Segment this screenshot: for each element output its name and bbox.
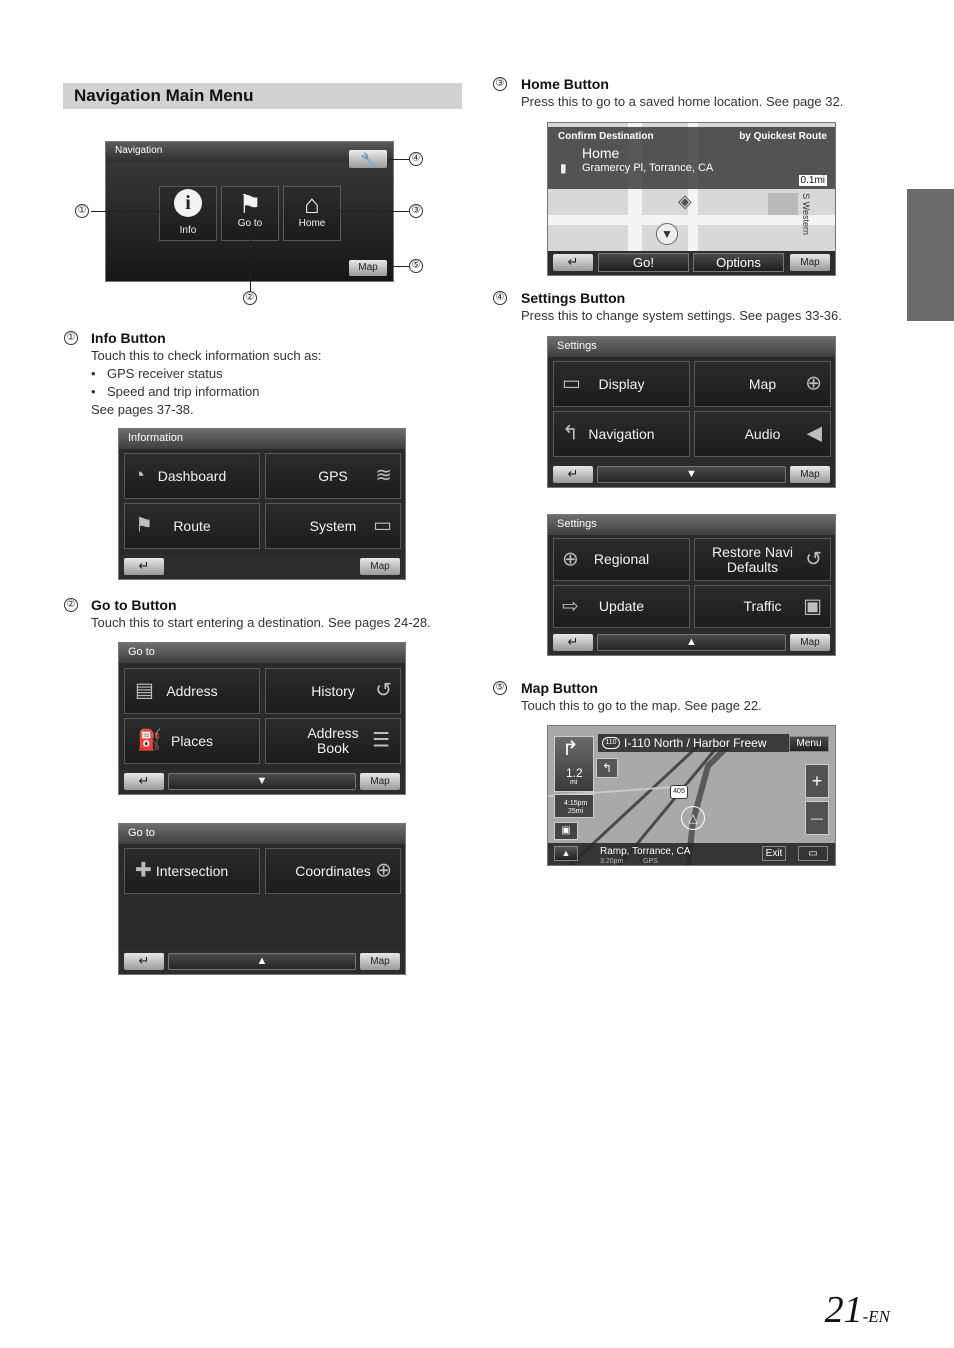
back-button[interactable] [124,773,164,790]
triangle-down-icon: ▼ [686,468,697,480]
globe-icon: ⊕ [562,548,579,570]
settings-wrench-button[interactable] [349,150,387,168]
address-tile[interactable] [124,668,260,714]
callout-line-4 [388,159,409,160]
history-tile[interactable] [265,668,401,714]
intersection-label: Intersection [155,862,229,879]
clock: 3:20pm [600,858,624,865]
map-button[interactable]: Map [360,773,400,790]
back-button[interactable] [553,254,593,271]
item1-bullet2: • [91,384,96,399]
goto2-titlebar: Go to [119,824,405,844]
expand-button[interactable] [554,846,578,861]
item4-text: Press this to change system settings. See pages 33-36. [521,308,842,323]
back-arrow-icon: ↵ [567,634,579,649]
item1-bullet1: • [91,366,96,381]
goto-screen-1 [118,642,406,795]
item5-number: ⑤ [493,681,507,695]
restore-defaults-label: Restore Navi Defaults [712,543,793,575]
gps-status: GPS [643,858,658,865]
item4-number: ④ [493,291,507,305]
intersection-icon: ✚ [135,859,152,882]
exit-button[interactable]: Exit [762,846,786,861]
map-settings-tile[interactable] [694,361,831,407]
item3-number: ③ [493,77,507,91]
map-road-horizontal [548,215,836,225]
turn-distance: 1.2 [566,766,583,780]
section-title-bar [63,83,462,109]
address-book-label: Address Book [307,725,359,756]
route-type: by Quickest Route [739,131,827,142]
gps-label: GPS [318,467,348,484]
scroll-up-button[interactable] [597,634,786,651]
traffic-tile[interactable] [694,585,831,628]
globe-icon: ⊕ [375,859,392,882]
view-icon: ▭ [808,848,818,859]
system-label: System [309,517,357,534]
settings-screen-2 [547,514,836,656]
navigation-titlebar: Navigation [106,142,393,162]
goto-screen-2 [118,823,406,975]
distance-readout: 0.1mi [800,175,825,186]
route-label: Route [173,517,211,534]
callout-4: ④ [409,152,423,166]
information-bottom-bar [119,555,405,579]
places-tile[interactable] [124,718,260,764]
eta-distance: 25mi [568,808,584,815]
speedometer-icon: ◔ [133,464,146,487]
zoom-in-button[interactable]: + [805,764,829,798]
menu-button[interactable]: Menu [789,736,829,752]
item1-number: ① [64,331,78,345]
destination-address: Gramercy Pl, Torrance, CA [582,162,714,174]
vehicle-position-icon: △ [681,806,705,830]
callout-line-5 [388,266,409,267]
map-button[interactable]: Map [790,466,830,483]
settings1-bottom-bar [548,463,835,487]
speaker-icon: ◀ [806,422,822,445]
eta-time: 4:15pm [564,800,588,807]
address-label: Address [166,682,218,699]
notebook-icon: ☰ [372,729,390,752]
triangle-up-icon: ▲ [256,955,268,967]
callout-line-3 [334,211,409,212]
places-label: Places [170,732,214,749]
callout-1: ① [75,204,89,218]
route-tile[interactable] [124,503,260,549]
back-arrow-icon: ↵ [567,254,579,269]
vehicle-arrow-icon: ▼ [656,223,678,245]
map-button[interactable]: Map [790,634,830,651]
item5-heading: Map Button [521,680,598,696]
callout-5: ⑤ [409,259,423,273]
update-label: Update [598,598,645,614]
restore-icon: ↺ [805,548,822,570]
coordinates-label: Coordinates [295,862,371,879]
regional-label: Regional [593,551,650,567]
item1-heading: Info Button [91,330,166,346]
map-status-bar [548,843,836,865]
system-tile[interactable] [265,503,401,549]
destination-pin-icon: ◈ [678,191,692,211]
info-tile[interactable] [159,186,217,241]
audio-label: Audio [744,425,781,442]
map-screen [547,725,836,866]
building-icon: ▮ [560,161,567,175]
compass-icon: ⊕ [805,372,822,395]
item3-text: Press this to go to a saved home location. See page 32. [521,94,844,109]
home-tile[interactable] [283,186,341,241]
wrench-icon: 🔧 [360,152,376,166]
map-block [768,193,798,215]
callout-line-2 [250,230,251,292]
triangle-up-icon: ▲ [686,636,697,648]
callout-line-1 [91,211,163,212]
back-arrow-icon: ↵ [567,466,579,481]
scroll-down-button[interactable] [597,466,786,483]
traffic-label: Traffic [743,598,782,614]
confirm-title: Confirm Destination [558,131,654,142]
home-tile-label: Home [298,217,326,229]
display-icon: ▭ [562,372,581,395]
address-card-icon: ▤ [135,679,154,702]
side-tab-marker [907,189,954,321]
item1-line1: Touch this to check information such as: [91,348,322,363]
dashboard-tile[interactable] [124,453,260,499]
map-button[interactable]: Map [790,254,830,271]
road-name: I-110 North / Harbor Freew [624,736,767,750]
item4-heading: Settings Button [521,290,626,306]
audio-tile[interactable] [694,411,831,457]
route-flag-icon: ⚑ [135,514,153,537]
back-arrow-icon: ↵ [138,773,150,788]
regional-tile[interactable] [553,538,690,581]
update-tile[interactable] [553,585,690,628]
cars-icon: ▣ [803,595,822,617]
back-button[interactable] [124,558,164,575]
callout-3: ③ [409,204,423,218]
gps-tile[interactable] [265,453,401,499]
nav-map-button[interactable]: Map [349,260,387,276]
screen-icon: ▭ [373,514,392,537]
map-button[interactable]: Map [360,558,400,575]
back-arrow-icon: ↵ [138,558,150,573]
page-number-value: 21 [824,1289,863,1331]
settings-screen-1 [547,336,836,488]
navigation-settings-label: Navigation [588,425,655,442]
information-screen [118,428,406,580]
info-tile-label: Info [179,225,197,236]
item2-number: ② [64,598,78,612]
item2-heading: Go to Button [91,597,177,613]
home-icon: ⌂ [304,188,320,219]
fuel-pump-icon: ⛽ [137,729,162,752]
item1-line4: See pages 37-38. [91,402,194,417]
triangle-down-icon: ▼ [256,775,268,787]
display-label: Display [598,375,645,392]
turn-distance-unit: mi [570,779,578,786]
go-button[interactable]: Go! [598,253,689,272]
destination-name: Home [582,145,620,161]
settings2-titlebar: Settings [548,515,835,535]
traffic-button[interactable] [554,822,578,840]
restore-defaults-tile[interactable] [694,538,831,581]
update-card-icon: ⇨ [562,595,579,617]
confirm-destination-screen [547,122,836,276]
map-button[interactable]: Map [360,953,400,970]
scroll-up-button[interactable] [168,953,356,970]
intersection-tile[interactable] [124,848,260,894]
coordinates-tile[interactable] [265,848,401,894]
view-toggle-button[interactable] [798,846,828,861]
flag-icon: ⚑ [238,188,262,219]
settings2-bottom-bar [548,631,835,655]
callout-2: ② [243,291,257,305]
next-turn-icon: ↰ [596,758,618,778]
information-titlebar: Information [119,429,405,449]
triangle-up-icon: ▲ [561,848,571,858]
page-number-suffix: -EN [862,1307,890,1326]
item3-heading: Home Button [521,76,609,92]
display-tile[interactable] [553,361,690,407]
turn-right-icon: ↱ [562,738,579,760]
item5-text: Touch this to go to the map. See page 22. [521,698,762,713]
back-arrow-icon: ↵ [138,953,150,968]
highway-shield: 405 [670,785,688,799]
interstate-shield: 110 [602,737,620,749]
item2-text: Touch this to start entering a destination. See pages 24-28. [91,615,431,630]
history-label: History [311,682,355,699]
goto-tile-label: Go to [237,217,263,229]
scroll-down-button[interactable] [168,773,356,790]
back-button[interactable] [553,634,593,651]
history-icon: ↺ [375,679,392,702]
street-label: S Western [801,193,811,235]
turn-arrow-icon: ↰ [562,422,579,445]
satellite-icon: ≋ [375,464,392,487]
goto1-bottom-bar [119,770,405,794]
goto2-bottom-bar [119,950,405,974]
info-icon: i [174,189,202,217]
map-settings-label: Map [748,375,777,392]
item1-line2: GPS receiver status [107,366,223,381]
goto1-titlebar: Go to [119,643,405,663]
options-button[interactable]: Options [693,253,784,272]
current-location: Ramp, Torrance, CA [600,846,691,857]
back-button[interactable] [124,953,164,970]
page-number [825,1288,890,1332]
zoom-out-button[interactable]: — [805,801,829,835]
dashboard-label: Dashboard [157,467,227,484]
settings1-titlebar: Settings [548,337,835,357]
navigation-settings-tile[interactable] [553,411,690,457]
address-book-tile[interactable] [265,718,401,764]
section-title: Navigation Main Menu [74,86,254,105]
car-icon: ▣ [561,825,571,836]
item1-line3: Speed and trip information [107,384,260,399]
back-button[interactable] [553,466,593,483]
